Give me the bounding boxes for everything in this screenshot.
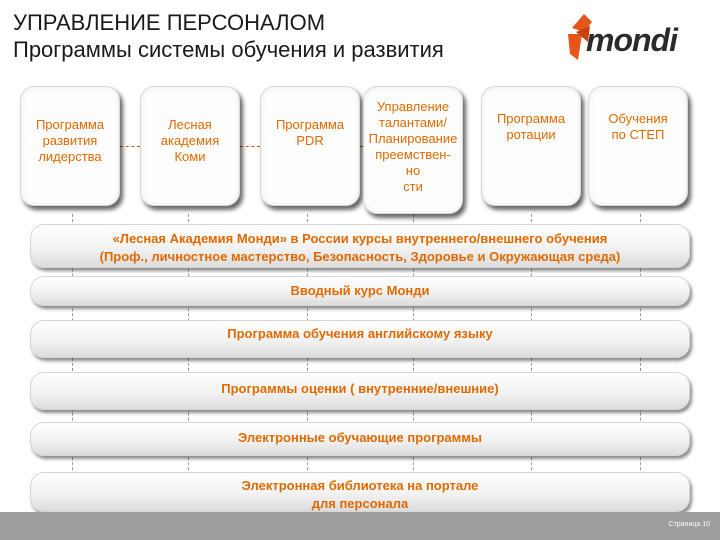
card-connector: [120, 146, 140, 147]
program-card-step: Обучения по СТЕП: [588, 86, 688, 206]
program-card-talent: Управление талантами/ Планирование преемствен-но сти: [363, 86, 463, 214]
program-card-pdr: Программа PDR: [260, 86, 360, 206]
title-line-2: Программы системы обучения и развития: [13, 37, 444, 62]
band-forest-academy-courses: «Лесная Академия Монди» в России курсы внутреннего/внешнего обучения (Проф., личностное мастерство, Безопасность, Здоровье и Окружающая среда): [30, 224, 690, 268]
card-connector: [240, 146, 260, 147]
footer-bar: [0, 512, 720, 540]
program-card-rotation: Программа ротации: [481, 86, 581, 206]
band-english-program: Программа обучения английскому языку: [30, 320, 690, 358]
page-number: Страница 10: [668, 521, 710, 528]
band-e-learning: Электронные обучающие программы: [30, 422, 690, 456]
program-card-leadership: Программа развития лидерства: [20, 86, 120, 206]
band-e-library: Электронная библиотека на портале для персонала: [30, 472, 690, 512]
band-intro-course: Вводный курс Монди: [30, 276, 690, 306]
page-title: [13, 9, 444, 63]
logo-wordmark: mondi: [586, 22, 677, 58]
program-card-forest-academy: Лесная академия Коми: [140, 86, 240, 206]
band-assessment-programs: Программы оценки ( внутренние/внешние): [30, 372, 690, 410]
title-line-1: УПРАВЛЕНИЕ ПЕРСОНАЛОМ: [13, 10, 326, 35]
